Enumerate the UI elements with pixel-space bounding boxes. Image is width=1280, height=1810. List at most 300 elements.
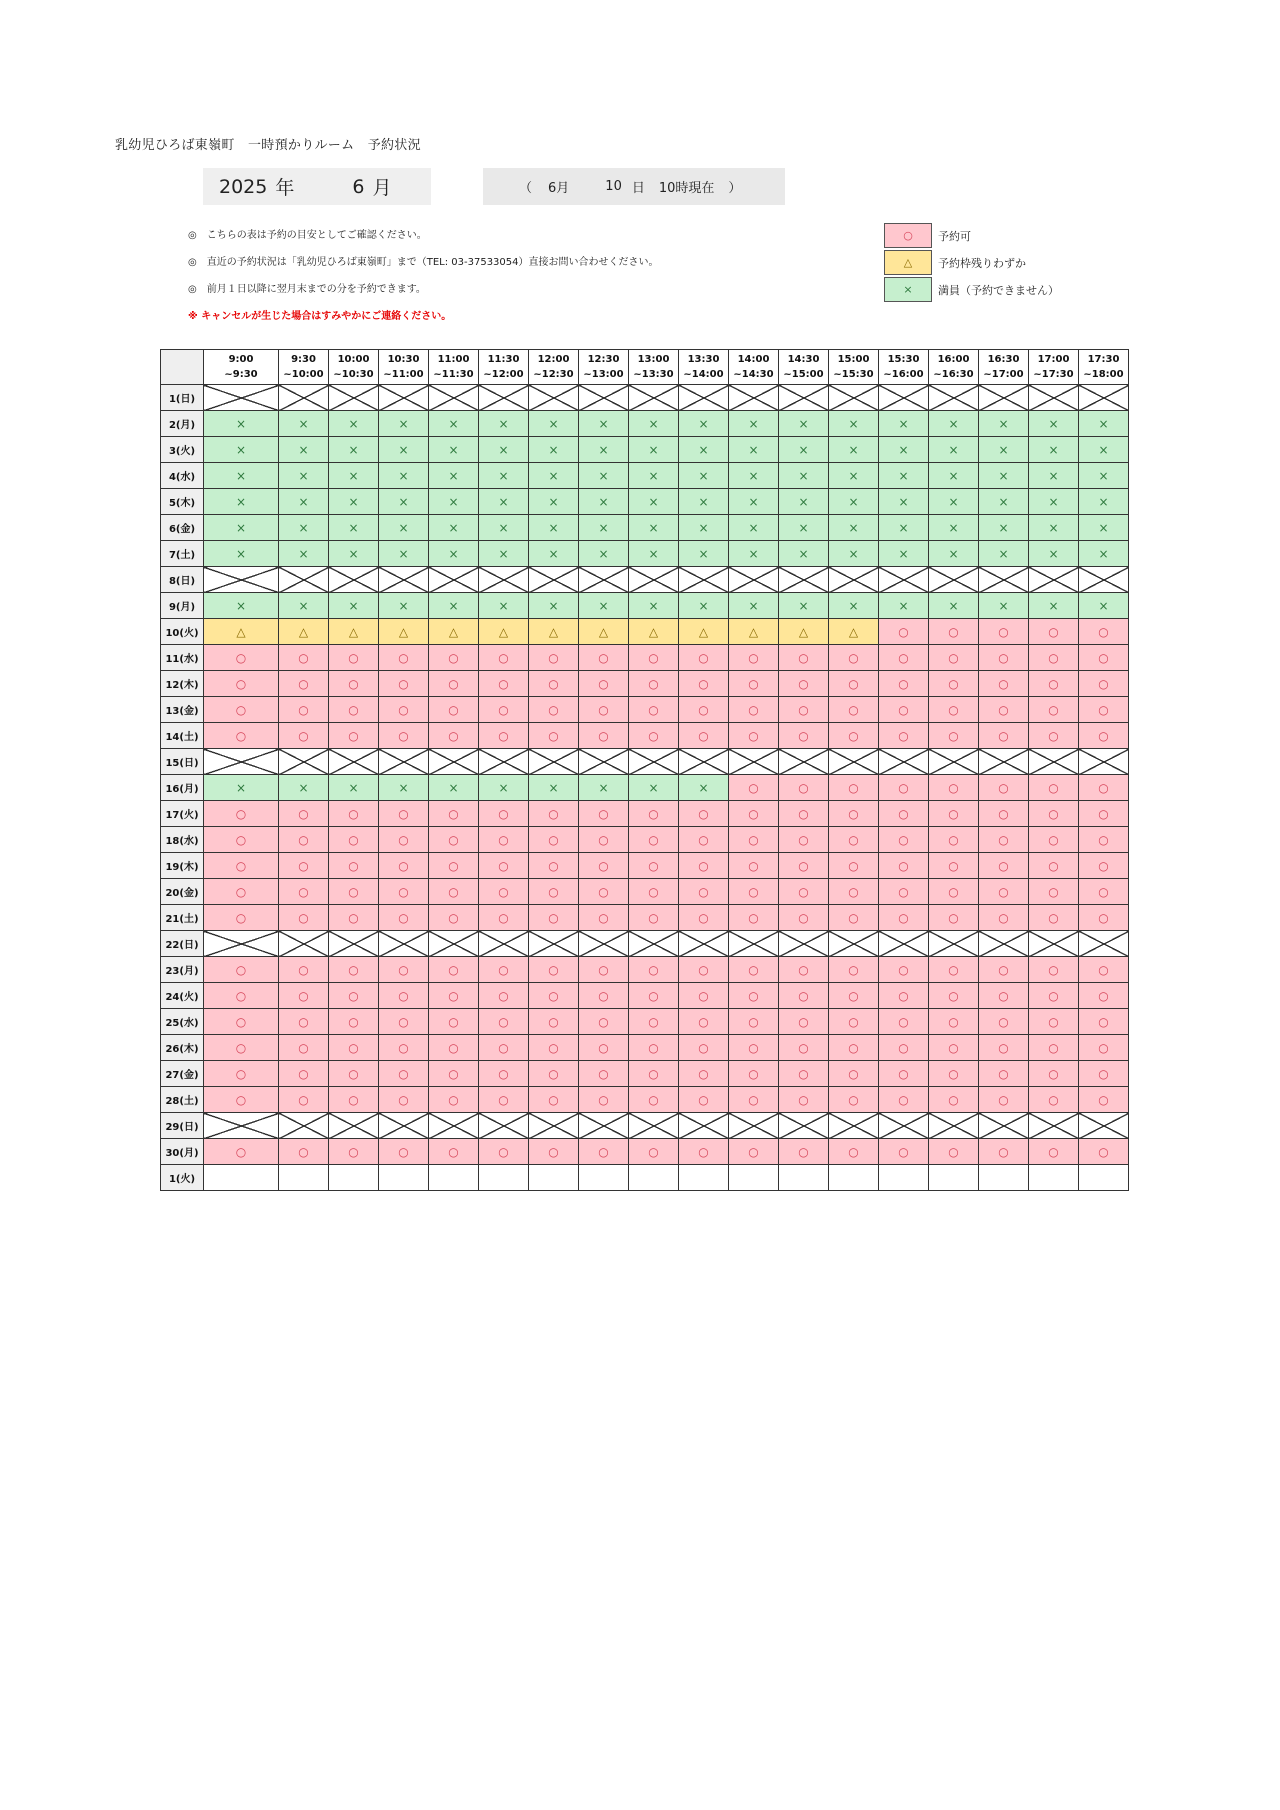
slot-available: ○ — [679, 1061, 729, 1087]
slot-available: ○ — [629, 983, 679, 1009]
slot-available: ○ — [329, 1087, 379, 1113]
timeslot-header — [1029, 350, 1079, 385]
slot-empty — [579, 1165, 629, 1191]
slot-available: ○ — [829, 983, 879, 1009]
slot-full: × — [379, 463, 429, 489]
slot-closed — [979, 567, 1029, 593]
slot-closed — [279, 385, 329, 411]
slot-available: ○ — [629, 1139, 679, 1165]
slot-full: × — [279, 489, 329, 515]
slot-full: × — [679, 515, 729, 541]
slot-available: ○ — [204, 671, 279, 697]
slot-available: ○ — [279, 879, 329, 905]
slot-available: ○ — [1079, 1009, 1129, 1035]
slot-available: ○ — [929, 983, 979, 1009]
slot-full: × — [479, 489, 529, 515]
slot-available: ○ — [429, 801, 479, 827]
slot-available: ○ — [1029, 645, 1079, 671]
slot-full: × — [729, 437, 779, 463]
slot-closed — [929, 385, 979, 411]
slot-full: × — [629, 463, 679, 489]
slot-full: × — [679, 463, 729, 489]
slot-few-left: △ — [629, 619, 679, 645]
slot-full: × — [879, 541, 929, 567]
slot-full: × — [1079, 411, 1129, 437]
slot-full: × — [1029, 515, 1079, 541]
slot-full: × — [279, 437, 329, 463]
slot-closed — [429, 1113, 479, 1139]
slot-available: ○ — [779, 697, 829, 723]
slot-few-left: △ — [829, 619, 879, 645]
slot-closed — [629, 385, 679, 411]
timeslot-end: ~12:00 — [483, 369, 524, 380]
slot-available: ○ — [1029, 1087, 1079, 1113]
slot-available: ○ — [1029, 1061, 1079, 1087]
slot-closed — [629, 567, 679, 593]
slot-full: × — [579, 463, 629, 489]
slot-closed — [204, 385, 279, 411]
slot-full: × — [779, 489, 829, 515]
slot-available: ○ — [479, 827, 529, 853]
as-of-day-label: 日 — [631, 181, 645, 196]
slot-closed — [204, 749, 279, 775]
slot-available: ○ — [329, 697, 379, 723]
slot-full: × — [279, 515, 329, 541]
slot-full: × — [329, 515, 379, 541]
slot-full: × — [729, 593, 779, 619]
slot-available: ○ — [929, 1087, 979, 1113]
slot-available: ○ — [379, 1035, 429, 1061]
slot-available: ○ — [829, 801, 879, 827]
table-row — [161, 1087, 1129, 1113]
slot-full: × — [429, 463, 479, 489]
slot-closed — [329, 749, 379, 775]
timeslot-start: 14:00 — [737, 354, 770, 365]
slot-closed — [379, 931, 429, 957]
slot-available: ○ — [979, 827, 1029, 853]
slot-few-left: △ — [279, 619, 329, 645]
slot-full: × — [779, 515, 829, 541]
slot-full: × — [729, 463, 779, 489]
slot-available: ○ — [429, 723, 479, 749]
table-row — [161, 1165, 1129, 1191]
slot-available: ○ — [329, 957, 379, 983]
table-row — [161, 1061, 1129, 1087]
slot-full: × — [1029, 411, 1079, 437]
slot-available: ○ — [729, 957, 779, 983]
slot-available: ○ — [829, 957, 879, 983]
slot-closed — [529, 385, 579, 411]
slot-closed — [579, 1113, 629, 1139]
slot-available: ○ — [379, 645, 429, 671]
slot-available: ○ — [979, 619, 1029, 645]
reservation-table — [160, 349, 1129, 1191]
slot-closed — [1029, 567, 1079, 593]
slot-full: × — [979, 437, 1029, 463]
slot-closed — [779, 567, 829, 593]
slot-full: × — [829, 515, 879, 541]
slot-available: ○ — [779, 1035, 829, 1061]
slot-few-left: △ — [779, 619, 829, 645]
table-row — [161, 775, 1129, 801]
timeslot-end: ~13:00 — [583, 369, 624, 380]
slot-full: × — [979, 593, 1029, 619]
as-of-display — [483, 168, 785, 205]
slot-available: ○ — [1079, 1035, 1129, 1061]
table-row — [161, 827, 1129, 853]
slot-full: × — [429, 593, 479, 619]
slot-available: ○ — [429, 697, 479, 723]
slot-full: × — [379, 515, 429, 541]
slot-available: ○ — [879, 905, 929, 931]
slot-full: × — [1079, 489, 1129, 515]
slot-available: ○ — [329, 905, 379, 931]
slot-full: × — [829, 489, 879, 515]
timeslot-end: ~16:30 — [933, 369, 974, 380]
slot-closed — [379, 1113, 429, 1139]
slot-available: ○ — [829, 827, 879, 853]
day-label: 13(金) — [161, 697, 204, 723]
slot-closed — [279, 567, 329, 593]
slot-available: ○ — [1079, 723, 1129, 749]
day-label: 1(日) — [161, 385, 204, 411]
slot-available: ○ — [929, 619, 979, 645]
slot-available: ○ — [679, 853, 729, 879]
slot-full: × — [1029, 463, 1079, 489]
slot-available: ○ — [379, 827, 429, 853]
slot-closed — [329, 1113, 379, 1139]
slot-full: × — [379, 411, 429, 437]
slot-full: × — [329, 489, 379, 515]
slot-closed — [779, 749, 829, 775]
slot-closed — [329, 931, 379, 957]
timeslot-start: 14:30 — [787, 354, 820, 365]
slot-available: ○ — [779, 1061, 829, 1087]
slot-available: ○ — [329, 853, 379, 879]
slot-available: ○ — [579, 697, 629, 723]
slot-available: ○ — [279, 671, 329, 697]
slot-full: × — [329, 463, 379, 489]
slot-closed — [579, 749, 629, 775]
slot-available: ○ — [204, 723, 279, 749]
day-label: 9(月) — [161, 593, 204, 619]
slot-closed — [479, 749, 529, 775]
slot-available: ○ — [579, 827, 629, 853]
slot-full: × — [979, 515, 1029, 541]
slot-available: ○ — [729, 645, 779, 671]
slot-closed — [879, 749, 929, 775]
table-row — [161, 411, 1129, 437]
slot-available: ○ — [379, 697, 429, 723]
table-row — [161, 463, 1129, 489]
slot-available: ○ — [779, 905, 829, 931]
slot-available: ○ — [879, 775, 929, 801]
slot-available: ○ — [279, 827, 329, 853]
day-label: 30(月) — [161, 1139, 204, 1165]
legend-available — [884, 222, 1059, 249]
slot-available: ○ — [204, 697, 279, 723]
slot-full: × — [679, 775, 729, 801]
slot-available: ○ — [879, 645, 929, 671]
slot-available: ○ — [1029, 853, 1079, 879]
page-title: 乳幼児ひろば東嶺町 一時預かりルーム 予約状況 — [115, 138, 421, 153]
slot-full: × — [379, 541, 429, 567]
slot-full: × — [829, 541, 879, 567]
slot-available: ○ — [679, 1035, 729, 1061]
slot-full: × — [429, 541, 479, 567]
slot-closed — [529, 567, 579, 593]
timeslot-header — [429, 350, 479, 385]
timeslot-end: ~11:30 — [433, 369, 474, 380]
slot-available: ○ — [829, 697, 879, 723]
slot-full: × — [679, 489, 729, 515]
slot-available: ○ — [979, 671, 1029, 697]
legend-swatch-full: × — [884, 277, 932, 302]
slot-available: ○ — [629, 905, 679, 931]
slot-closed — [1029, 385, 1079, 411]
slot-available: ○ — [1079, 671, 1129, 697]
slot-available: ○ — [829, 1061, 879, 1087]
slot-full: × — [779, 463, 829, 489]
slot-closed — [279, 931, 329, 957]
note-3: ◎ 前月１日以降に翌月末までの分を予約できます。 — [188, 284, 426, 295]
slot-available: ○ — [479, 697, 529, 723]
slot-full: × — [629, 593, 679, 619]
slot-closed — [529, 1113, 579, 1139]
slot-available: ○ — [429, 645, 479, 671]
slot-available: ○ — [929, 1035, 979, 1061]
slot-available: ○ — [529, 905, 579, 931]
year-value: 2025 — [219, 175, 268, 198]
table-row — [161, 749, 1129, 775]
day-label: 2(月) — [161, 411, 204, 437]
timeslot-end: ~13:30 — [633, 369, 674, 380]
slot-empty — [979, 1165, 1029, 1191]
slot-available: ○ — [1029, 983, 1079, 1009]
slot-available: ○ — [979, 957, 1029, 983]
slot-available: ○ — [1079, 619, 1129, 645]
slot-full: × — [879, 489, 929, 515]
slot-available: ○ — [379, 957, 429, 983]
table-row — [161, 515, 1129, 541]
slot-available: ○ — [529, 827, 579, 853]
table-row — [161, 957, 1129, 983]
slot-empty — [629, 1165, 679, 1191]
slot-available: ○ — [579, 879, 629, 905]
slot-available: ○ — [204, 1139, 279, 1165]
slot-available: ○ — [1079, 1139, 1129, 1165]
slot-full: × — [479, 437, 529, 463]
slot-closed — [479, 385, 529, 411]
slot-available: ○ — [479, 879, 529, 905]
slot-full: × — [879, 593, 929, 619]
slot-full: × — [529, 593, 579, 619]
slot-full: × — [279, 541, 329, 567]
slot-closed — [379, 567, 429, 593]
slot-empty — [679, 1165, 729, 1191]
slot-available: ○ — [1029, 1139, 1079, 1165]
slot-full: × — [579, 541, 629, 567]
slot-available: ○ — [429, 1087, 479, 1113]
slot-available: ○ — [329, 671, 379, 697]
slot-available: ○ — [329, 801, 379, 827]
day-label: 8(日) — [161, 567, 204, 593]
slot-full: × — [1079, 463, 1129, 489]
slot-available: ○ — [479, 1087, 529, 1113]
day-label: 3(火) — [161, 437, 204, 463]
table-row — [161, 619, 1129, 645]
slot-full: × — [679, 593, 729, 619]
slot-closed — [204, 1113, 279, 1139]
slot-few-left: △ — [579, 619, 629, 645]
table-row — [161, 723, 1129, 749]
timeslot-start: 16:30 — [987, 354, 1020, 365]
slot-available: ○ — [529, 723, 579, 749]
slot-full: × — [929, 489, 979, 515]
slot-available: ○ — [529, 1061, 579, 1087]
slot-closed — [479, 1113, 529, 1139]
slot-available: ○ — [679, 697, 729, 723]
timeslot-start: 15:00 — [837, 354, 870, 365]
slot-full: × — [204, 489, 279, 515]
slot-available: ○ — [279, 1087, 329, 1113]
slot-available: ○ — [929, 1009, 979, 1035]
timeslot-end: ~15:30 — [833, 369, 874, 380]
slot-full: × — [979, 489, 1029, 515]
slot-full: × — [329, 541, 379, 567]
slot-full: × — [829, 411, 879, 437]
slot-full: × — [1029, 489, 1079, 515]
slot-full: × — [829, 463, 879, 489]
slot-available: ○ — [429, 983, 479, 1009]
slot-available: ○ — [779, 957, 829, 983]
slot-available: ○ — [729, 827, 779, 853]
slot-available: ○ — [979, 905, 1029, 931]
slot-available: ○ — [379, 983, 429, 1009]
slot-full: × — [679, 437, 729, 463]
slot-available: ○ — [579, 905, 629, 931]
slot-full: × — [279, 463, 329, 489]
slot-closed — [329, 385, 379, 411]
day-label: 12(木) — [161, 671, 204, 697]
slot-closed — [829, 385, 879, 411]
slot-available: ○ — [329, 645, 379, 671]
slot-available: ○ — [529, 853, 579, 879]
timeslot-header — [1079, 350, 1129, 385]
slot-available: ○ — [529, 671, 579, 697]
slot-available: ○ — [579, 1139, 629, 1165]
timeslot-header — [879, 350, 929, 385]
slot-available: ○ — [679, 957, 729, 983]
slot-available: ○ — [529, 1087, 579, 1113]
slot-full: × — [679, 541, 729, 567]
day-label: 24(火) — [161, 983, 204, 1009]
slot-full: × — [429, 411, 479, 437]
slot-full: × — [779, 541, 829, 567]
day-label: 26(木) — [161, 1035, 204, 1061]
slot-available: ○ — [429, 853, 479, 879]
timeslot-end: ~12:30 — [533, 369, 574, 380]
day-label: 16(月) — [161, 775, 204, 801]
slot-closed — [379, 385, 429, 411]
slot-available: ○ — [679, 827, 729, 853]
timeslot-header — [679, 350, 729, 385]
slot-available: ○ — [779, 827, 829, 853]
slot-full: × — [579, 593, 629, 619]
slot-available: ○ — [579, 1035, 629, 1061]
slot-available: ○ — [429, 905, 479, 931]
slot-available: ○ — [279, 1139, 329, 1165]
reservation-table-body — [161, 385, 1129, 1191]
slot-available: ○ — [829, 1139, 879, 1165]
slot-available: ○ — [929, 775, 979, 801]
slot-available: ○ — [579, 1009, 629, 1035]
slot-available: ○ — [529, 957, 579, 983]
slot-full: × — [679, 411, 729, 437]
slot-available: ○ — [479, 1139, 529, 1165]
timeslot-start: 12:30 — [587, 354, 620, 365]
table-row — [161, 671, 1129, 697]
slot-empty — [879, 1165, 929, 1191]
slot-available: ○ — [929, 1061, 979, 1087]
slot-closed — [829, 931, 879, 957]
slot-available: ○ — [629, 671, 679, 697]
day-label: 10(火) — [161, 619, 204, 645]
timeslot-end: ~17:30 — [1033, 369, 1074, 380]
slot-full: × — [429, 515, 479, 541]
slot-available: ○ — [729, 983, 779, 1009]
slot-closed — [629, 931, 679, 957]
slot-available: ○ — [279, 1009, 329, 1035]
slot-closed — [1079, 385, 1129, 411]
slot-closed — [1079, 749, 1129, 775]
slot-closed — [929, 567, 979, 593]
slot-available: ○ — [679, 905, 729, 931]
slot-available: ○ — [979, 853, 1029, 879]
day-label: 25(水) — [161, 1009, 204, 1035]
slot-full: × — [629, 541, 679, 567]
slot-available: ○ — [1079, 957, 1129, 983]
slot-available: ○ — [579, 723, 629, 749]
slot-closed — [879, 931, 929, 957]
slot-closed — [1079, 567, 1129, 593]
slot-available: ○ — [279, 905, 329, 931]
slot-available: ○ — [879, 827, 929, 853]
slot-available: ○ — [829, 645, 879, 671]
slot-available: ○ — [729, 801, 779, 827]
legend-full — [884, 276, 1059, 303]
slot-closed — [679, 385, 729, 411]
slot-full: × — [1079, 541, 1129, 567]
timeslot-header — [329, 350, 379, 385]
slot-full: × — [929, 437, 979, 463]
slot-available: ○ — [479, 645, 529, 671]
slot-available: ○ — [879, 671, 929, 697]
slot-available: ○ — [979, 1061, 1029, 1087]
timeslot-header — [579, 350, 629, 385]
slot-empty — [729, 1165, 779, 1191]
slot-empty — [279, 1165, 329, 1191]
timeslot-header — [629, 350, 679, 385]
slot-available: ○ — [1029, 619, 1079, 645]
slot-available: ○ — [779, 723, 829, 749]
slot-full: × — [629, 437, 679, 463]
slot-full: × — [779, 411, 829, 437]
slot-available: ○ — [829, 1087, 879, 1113]
slot-available: ○ — [629, 645, 679, 671]
day-label: 29(日) — [161, 1113, 204, 1139]
slot-available: ○ — [329, 1035, 379, 1061]
